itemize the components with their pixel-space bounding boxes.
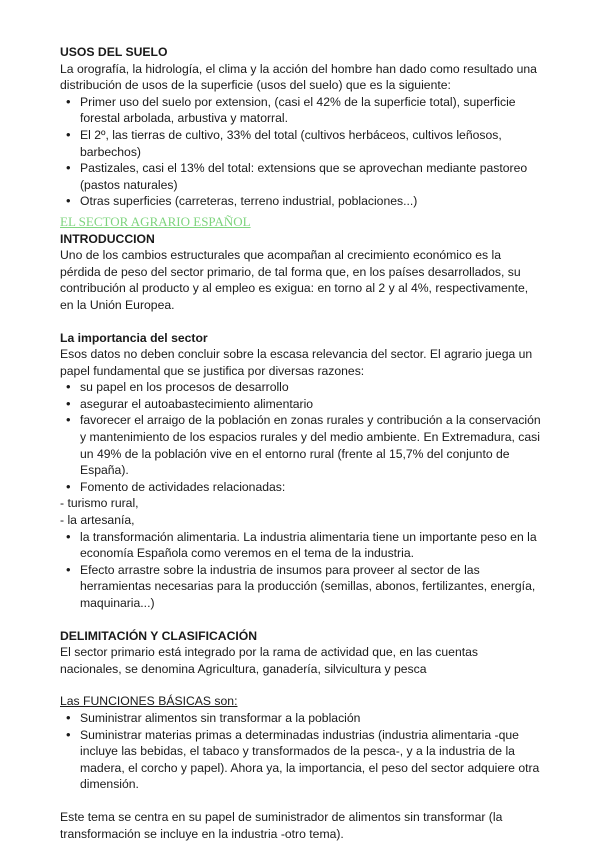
importancia-list [60,379,542,495]
subtitle-introduccion: INTRODUCCION [60,231,155,246]
section-title-sector-agrario: EL SECTOR AGRARIO ESPAÑOL [60,213,251,229]
importancia-list-2 [60,529,542,612]
list-item: • Primer uso del suelo por extension, (casi el 42% de la superficie total), superficie forestal arbolada, arbustiva y matorral. [80,94,542,127]
list-item: • Suministrar alimentos sin transformar a la población [80,710,542,727]
closing-text: Este tema se centra en su papel de suministrador de alimentos sin transformar (la transformación se incluye en la industria -otro tema). [60,809,503,841]
dash-item-artesania: - la artesanía, [60,513,135,528]
list-item: • favorecer el arraigo de la población en zonas rurales y contribución a la conservación y mantenimiento de los espacios rurales y del medio ambiente. En Extremadura, casi un 49% de la población vive en el entorno rural (frente al 15,7% del conjunto de España). [80,412,542,478]
document-page [60,44,542,842]
list-item: • su papel en los procesos de desarrollo [80,379,542,396]
list-item: • Suministrar materias primas a determinadas industrias (industria alimentaria -que incluye las bebidas, el tabaco y transformados de la pesca-, y a la industria de la madera, el corcho y papel). Ahora ya, la importancia, el peso del sector adquiere otra dimensión. [80,727,542,793]
section-title-delimitacion: DELIMITACIÓN Y CLASIFICACIÓN [60,628,258,643]
dash-item-turismo: - turismo rural, [60,496,139,511]
usos-intro: La orografía, la hidrología, el clima y la acción del hombre han dado como resultado una distribución de usos de la superficie (usos del suelo) que es la siguiente: [60,61,537,93]
list-item: • la transformación alimentaria. La industria alimentaria tiene un importante peso en la economía Española como veremos en el tema de la industria. [80,529,542,562]
list-item: • Efecto arrastre sobre la industria de insumos para proveer al sector de las herramientas necesarias para la producción (semillas, abonos, fertilizantes, energía, maquinaria...) [80,562,542,612]
importancia-intro: Esos datos no deben concluir sobre la escasa relevancia del sector. El agrario juega un papel fundamental que se justifica por diversas razones: [60,347,533,378]
list-item: • Otras superficies (carreteras, terreno industrial, poblaciones...) [80,193,542,210]
section-title-importancia: La importancia del sector [60,330,208,345]
usos-list [60,94,542,210]
list-item: • Fomento de actividades relacionadas: [80,479,542,496]
introduccion-text: Uno de los cambios estructurales que acompañan al crecimiento económico es la pérdida de peso del sector primario, de tal forma que, en los países desarrollados, su contribución al producto y al empleo es exigua: en torno al 2 y al 4%, respectivamente, en la Unión Europea. [60,248,529,312]
funciones-basicas-label: Las FUNCIONES BÁSICAS son: [60,694,238,709]
list-item: • Pastizales, casi el 13% del total: extensions que se aprovechan mediante pastoreo (pastos naturales) [80,160,542,193]
funciones-list [60,710,542,793]
list-item: • asegurar el autoabastecimiento alimentario [80,396,542,413]
list-item: • El 2º, las tierras de cultivo, 33% del total (cultivos herbáceos, cultivos leñosos, barbechos) [80,127,542,160]
delimitacion-text: El sector primario está integrado por la rama de actividad que, en las cuentas nacionales, se denomina Agricultura, ganadería, silvicultura y pesca [60,645,478,676]
section-title-usos-del-suelo: USOS DEL SUELO [60,45,168,59]
